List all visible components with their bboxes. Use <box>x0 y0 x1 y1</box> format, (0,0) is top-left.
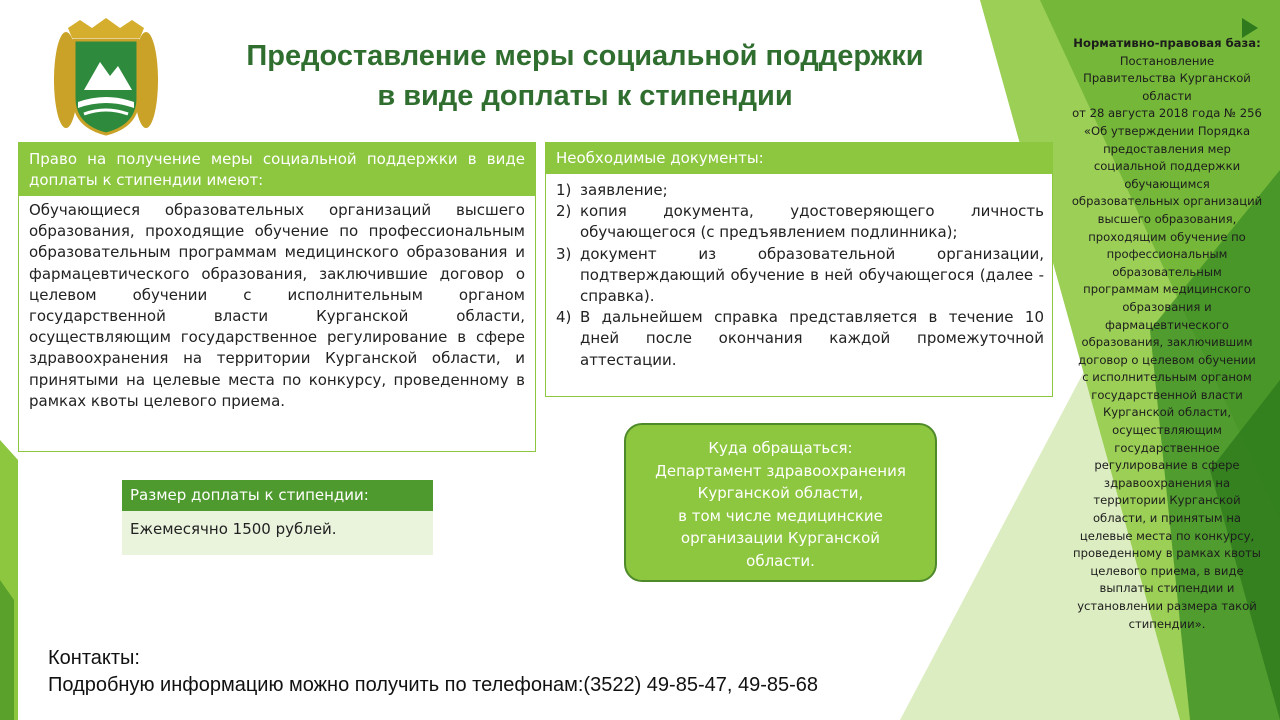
legal-basis-line: целевые места по конкурсу, <box>1079 528 1255 543</box>
list-item-number: 3) <box>556 244 572 263</box>
legal-basis-line: государственное <box>1114 440 1220 455</box>
where-line: области. <box>746 551 815 570</box>
list-item-text: документ из образовательной организации, подтверждающий обучение в ней обучающегося (далее - справка). <box>580 244 1044 306</box>
legal-basis-line: здравоохранения на <box>1103 475 1231 490</box>
legal-basis-line: образовательным <box>1112 264 1222 279</box>
legal-basis-line: образования, заключившим <box>1081 335 1253 350</box>
legal-basis-line: государственной власти <box>1091 387 1243 402</box>
title-line-1: Предоставление меры социальной поддержки <box>246 40 924 72</box>
legal-basis-line: с исполнительным органом <box>1082 370 1252 385</box>
documents-list <box>546 174 1052 371</box>
legal-basis-line: Курганской области, <box>1102 405 1232 420</box>
legal-basis-line: регулирование в сфере <box>1094 458 1240 473</box>
legal-basis-line: Постановление <box>1119 53 1215 68</box>
legal-basis-line: фармацевтического <box>1104 317 1229 332</box>
legal-basis-line: «Об утверждении Порядка <box>1083 123 1251 138</box>
legal-basis-sidebar <box>1060 35 1274 633</box>
legal-basis-line: области, и принятым на <box>1092 511 1242 526</box>
stipend-size-value: Ежемесячно 1500 рублей. <box>130 520 337 538</box>
legal-basis-line: осуществляющим <box>1112 423 1222 438</box>
legal-basis-line: установлении размера такой <box>1077 599 1257 613</box>
legal-basis-line: предоставления мер <box>1103 141 1231 156</box>
eligibility-body: Обучающиеся образовательных организаций высшего образования, проходящие обучение по профессиональным образовательным программам медицинского образования и фармацевтического образования, заключившие договор о целевом обучении с исполнительным органом государственной власти Курганской области, осуществляющим государственное регулирование в сфере здравоохранения на территории Курганской области, и принятыми на целевые места по конкурсу, проведенному в рамках квоты целевого приема. <box>29 201 525 410</box>
legal-basis-line: программам медицинского <box>1083 282 1251 297</box>
list-item <box>556 201 1044 243</box>
list-item-number: 1) <box>556 181 572 199</box>
stipend-size-panel <box>122 480 433 555</box>
documents-panel <box>545 142 1053 397</box>
documents-header: Необходимые документы: <box>546 143 1052 174</box>
list-item <box>556 307 1044 371</box>
list-item-text: копия документа, удостоверяющего личность обучающегося (с предъявлением подлинника); <box>580 202 1044 242</box>
list-item <box>556 244 1044 308</box>
legal-basis-line: профессиональным <box>1106 247 1228 262</box>
legal-basis-text <box>1060 53 1274 634</box>
where-line: Департамент здравоохранения <box>655 461 906 480</box>
where-line: организации Курганской <box>680 529 881 547</box>
where-line: в том числе медицинские <box>678 506 883 525</box>
legal-basis-line: целевого приема, в виде <box>1090 563 1244 578</box>
legal-basis-header: Нормативно-правовая база: <box>1073 36 1261 50</box>
legal-basis-line: территории Курганской <box>1093 493 1241 508</box>
contacts-section <box>48 645 818 699</box>
legal-basis-line: выплаты стипендии и <box>1099 581 1235 596</box>
list-item-text: В дальнейшем справка представляется в течение 10 дней после окончания каждой промежуточной аттестации. <box>580 308 1044 369</box>
legal-basis-line: социальной поддержки <box>1093 159 1241 174</box>
title-line-2: в виде доплаты к стипендии <box>377 80 793 112</box>
legal-basis-line: проведенному в рамках квоты <box>1073 546 1261 561</box>
legal-basis-line: Правительства Курганской <box>1083 71 1251 86</box>
legal-basis-line: стипендии». <box>1128 616 1206 631</box>
legal-basis-line: высшего образования, <box>1097 211 1237 226</box>
where-line: Курганской области, <box>697 484 864 502</box>
list-item-number: 4) <box>556 308 572 327</box>
contacts-phones: Подробную информацию можно получить по телефонам:(3522) 49-85-47, 49-85-68 <box>48 674 819 696</box>
list-item <box>556 180 1044 201</box>
list-item-text: заявление; <box>580 181 668 199</box>
legal-basis-line: области <box>1142 88 1192 103</box>
where-to-apply-box <box>624 423 937 582</box>
legal-basis-line: проходящим обучение по <box>1088 229 1246 244</box>
eligibility-header: Право на получение меры социальной поддержки в виде доплаты к стипендии имеют: <box>19 143 535 196</box>
legal-basis-line: образования и <box>1122 299 1212 314</box>
play-arrow-icon <box>1242 18 1258 38</box>
coat-of-arms-emblem <box>50 18 162 136</box>
contacts-label: Контакты: <box>48 647 140 669</box>
list-item-number: 2) <box>556 202 572 221</box>
eligibility-panel <box>18 142 536 452</box>
stipend-size-header: Размер доплаты к стипендии: <box>122 480 433 511</box>
legal-basis-line: образовательных организаций <box>1071 194 1263 209</box>
page-title <box>170 36 1000 116</box>
where-line: Куда обращаться: <box>708 439 853 457</box>
legal-basis-line: договор о целевом обучении <box>1078 352 1256 367</box>
legal-basis-line: от 28 августа 2018 года № 256 <box>1072 106 1262 121</box>
legal-basis-line: обучающимся <box>1124 176 1210 191</box>
